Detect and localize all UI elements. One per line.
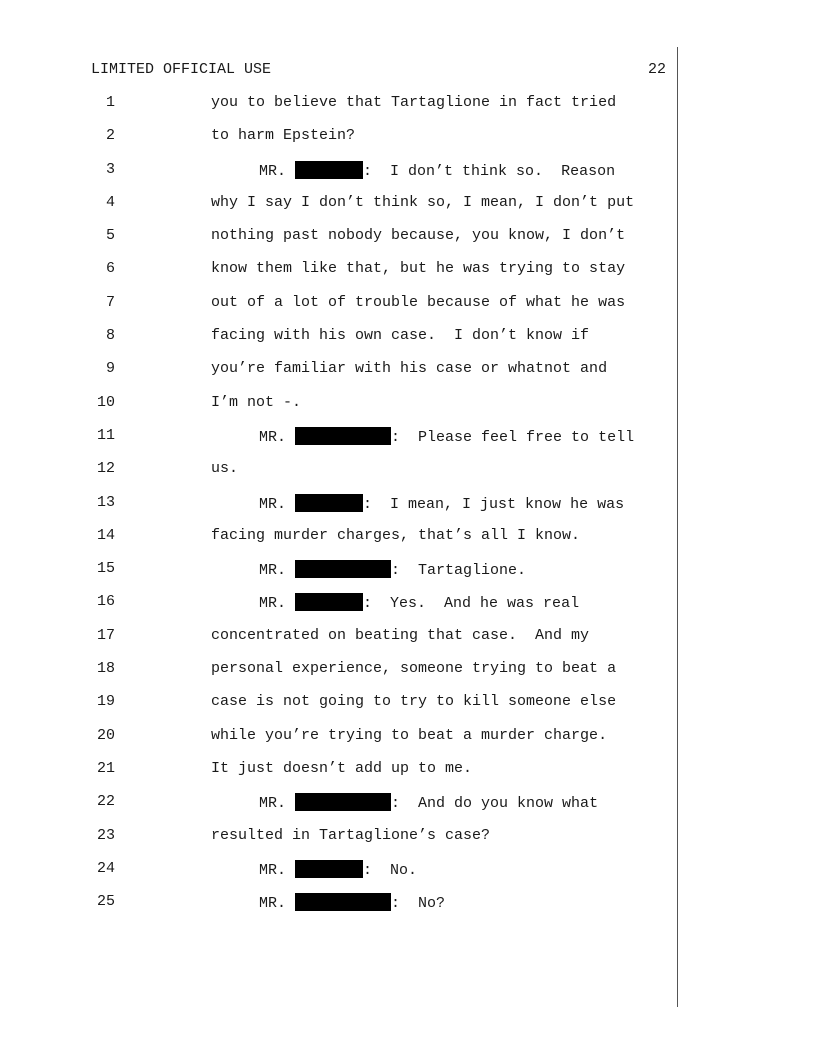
redaction-block bbox=[295, 161, 363, 179]
line-number: 16 bbox=[96, 593, 115, 611]
speech-text: : No? bbox=[391, 895, 446, 913]
line-text: out of a lot of trouble because of what he was bbox=[211, 293, 626, 311]
transcript-line bbox=[0, 161, 816, 194]
speech-text: : No. bbox=[363, 861, 418, 879]
line-text: I’m not -. bbox=[211, 393, 302, 411]
line-text: know them like that, but he was trying to stay bbox=[211, 260, 626, 278]
speaker-prefix: MR. bbox=[259, 895, 287, 913]
line-number: 1 bbox=[105, 94, 115, 111]
line-number: 11 bbox=[96, 426, 115, 444]
line-number: 17 bbox=[96, 626, 115, 644]
speaker-prefix: MR. bbox=[259, 428, 287, 446]
transcript-line bbox=[0, 294, 816, 327]
speaker-prefix: MR. bbox=[259, 562, 287, 580]
transcript-line bbox=[0, 660, 816, 693]
speech-text: : I mean, I just know he was bbox=[363, 495, 625, 513]
line-number: 5 bbox=[105, 227, 115, 245]
speech-text: : And do you know what bbox=[391, 795, 599, 813]
transcript-line bbox=[0, 94, 816, 127]
transcript-line bbox=[0, 327, 816, 360]
line-number: 22 bbox=[96, 793, 115, 811]
line-text bbox=[259, 860, 417, 879]
transcript-line bbox=[0, 127, 816, 160]
line-text: case is not going to try to kill someone else bbox=[211, 693, 617, 711]
line-number: 19 bbox=[96, 693, 115, 711]
transcript-line bbox=[0, 593, 816, 626]
transcript-line bbox=[0, 560, 816, 593]
redaction-block bbox=[295, 893, 391, 911]
line-number: 20 bbox=[96, 726, 115, 744]
line-number: 4 bbox=[105, 193, 115, 211]
line-number: 8 bbox=[105, 327, 115, 345]
line-text: why I say I don’t think so, I mean, I don’t put bbox=[211, 193, 635, 211]
transcript-line bbox=[0, 693, 816, 726]
line-number: 18 bbox=[96, 660, 115, 678]
line-text: us. bbox=[211, 460, 239, 478]
line-text: resulted in Tartaglione’s case? bbox=[211, 826, 491, 844]
redaction-block bbox=[295, 860, 363, 878]
transcript-line bbox=[0, 627, 816, 660]
transcript-line bbox=[0, 893, 816, 926]
line-text: personal experience, someone trying to beat a bbox=[211, 660, 617, 678]
line-text: while you’re trying to beat a murder charge. bbox=[211, 726, 608, 744]
speaker-prefix: MR. bbox=[259, 162, 287, 180]
speech-text: : Please feel free to tell bbox=[391, 428, 635, 446]
transcript-line bbox=[0, 194, 816, 227]
redaction-block bbox=[295, 494, 363, 512]
line-text: to harm Epstein? bbox=[211, 127, 356, 145]
redaction-block bbox=[295, 593, 363, 611]
transcript-line bbox=[0, 494, 816, 527]
speaker-prefix: MR. bbox=[259, 595, 287, 613]
line-number: 9 bbox=[105, 360, 115, 378]
line-number: 23 bbox=[96, 826, 115, 844]
speech-text: : Yes. And he was real bbox=[363, 595, 580, 613]
line-number: 15 bbox=[96, 560, 115, 578]
speech-text: : Tartaglione. bbox=[391, 562, 527, 580]
line-text: nothing past nobody because, you know, I don’t bbox=[211, 227, 626, 245]
speaker-prefix: MR. bbox=[259, 861, 287, 879]
speaker-prefix: MR. bbox=[259, 495, 287, 513]
transcript-line bbox=[0, 260, 816, 293]
transcript-line bbox=[0, 460, 816, 493]
line-text bbox=[259, 893, 445, 912]
redaction-block bbox=[295, 793, 391, 811]
line-text bbox=[259, 593, 579, 612]
line-number: 3 bbox=[105, 160, 115, 178]
speech-text: : I don’t think so. Reason bbox=[363, 162, 616, 180]
line-text: facing murder charges, that’s all I know. bbox=[211, 526, 581, 544]
page-number: 22 bbox=[647, 61, 666, 78]
line-number: 10 bbox=[96, 393, 115, 411]
page-header-classification: LIMITED OFFICIAL USE bbox=[91, 61, 272, 78]
line-text: you to believe that Tartaglione in fact tried bbox=[211, 94, 617, 111]
redaction-block bbox=[295, 560, 391, 578]
speaker-prefix: MR. bbox=[259, 795, 287, 813]
transcript-body bbox=[0, 94, 816, 926]
redaction-block bbox=[295, 427, 391, 445]
line-number: 14 bbox=[96, 526, 115, 544]
line-text bbox=[259, 494, 624, 513]
transcript-line bbox=[0, 360, 816, 393]
line-text: you’re familiar with his case or whatnot and bbox=[211, 360, 608, 378]
line-number: 6 bbox=[105, 260, 115, 278]
transcript-line bbox=[0, 760, 816, 793]
transcript-line bbox=[0, 227, 816, 260]
transcript-line bbox=[0, 527, 816, 560]
line-number: 2 bbox=[105, 127, 115, 145]
line-number: 7 bbox=[105, 293, 115, 311]
transcript-line bbox=[0, 860, 816, 893]
line-text bbox=[259, 427, 634, 446]
line-text bbox=[259, 161, 615, 180]
transcript-line bbox=[0, 427, 816, 460]
transcript-line bbox=[0, 394, 816, 427]
line-text: It just doesn’t add up to me. bbox=[211, 759, 473, 777]
line-text: facing with his own case. I don’t know if bbox=[211, 327, 590, 345]
line-number: 21 bbox=[96, 759, 115, 777]
line-number: 24 bbox=[96, 859, 115, 877]
line-number: 25 bbox=[96, 893, 115, 911]
line-text bbox=[259, 793, 598, 812]
transcript-line bbox=[0, 827, 816, 860]
line-text bbox=[259, 560, 526, 579]
line-number: 12 bbox=[96, 460, 115, 478]
transcript-line bbox=[0, 793, 816, 826]
line-number: 13 bbox=[96, 493, 115, 511]
line-text: concentrated on beating that case. And my bbox=[211, 626, 590, 644]
transcript-line bbox=[0, 727, 816, 760]
